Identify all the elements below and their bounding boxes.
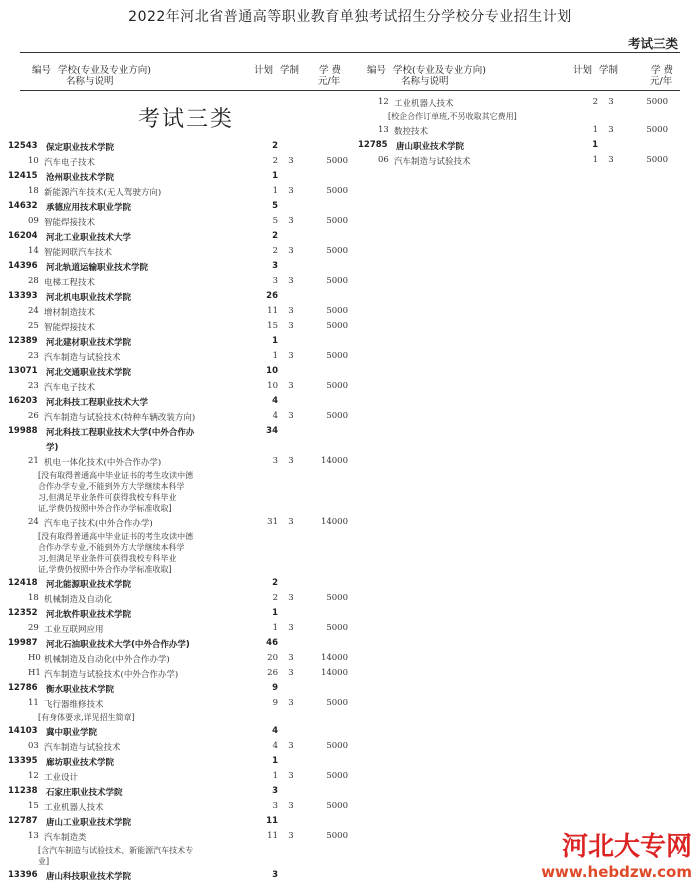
plan-count: 4	[272, 396, 278, 406]
row-code: 18	[28, 186, 39, 196]
major-row	[8, 455, 348, 470]
major-name: 机械制造及自动化(中外合作办学)	[44, 655, 170, 665]
major-row	[8, 592, 348, 607]
plan-count: 34	[266, 426, 278, 436]
plan-count: 2	[272, 246, 278, 256]
header-years: 学制	[599, 65, 619, 76]
study-years: 3	[288, 668, 294, 678]
plan-count: 26	[266, 291, 278, 301]
study-years: 3	[288, 216, 294, 226]
school-name: 保定职业技术学院	[46, 143, 115, 153]
major-name: 汽车制造与试验技术	[394, 157, 471, 167]
school-name: 河北轨道运输职业技术学院	[46, 263, 149, 273]
tuition-fee: 5000	[326, 771, 348, 781]
header-fee: 学 费	[319, 65, 342, 76]
plan-count: 3	[272, 261, 278, 271]
school-row	[8, 395, 348, 410]
header-fee: 学 费	[651, 65, 674, 76]
study-years: 3	[288, 186, 294, 196]
plan-count: 3	[272, 276, 278, 286]
study-years: 3	[608, 97, 614, 107]
major-row	[358, 154, 668, 169]
major-name: 飞行器维修技术	[44, 700, 104, 710]
major-row	[8, 320, 348, 335]
right-column	[358, 60, 683, 167]
school-name: 唐山工业职业技术学院	[46, 818, 132, 828]
row-code: 14103	[8, 726, 38, 736]
plan-count: 26	[267, 668, 278, 678]
row-code: 25	[28, 321, 39, 331]
major-name: 新能源汽车技术(无人驾驶方向)	[44, 188, 162, 198]
school-row	[8, 260, 348, 275]
major-name: 机电一体化技术(中外合作办学)	[44, 458, 162, 468]
tuition-fee: 14000	[320, 456, 348, 466]
school-name: 唐山科技职业技术学院	[46, 872, 132, 882]
header-fee-unit: 元/年	[650, 76, 673, 87]
plan-count: 1	[592, 140, 598, 150]
study-years: 3	[288, 411, 294, 421]
study-years: 3	[288, 246, 294, 256]
major-row	[8, 350, 348, 365]
plan-count: 3	[272, 870, 278, 880]
major-row	[8, 410, 348, 425]
school-name: 河北石油职业技术大学(中外合作办学)	[46, 640, 190, 650]
row-code: H1	[28, 668, 41, 678]
school-name: 河北机电职业技术学院	[46, 293, 132, 303]
header-rule	[20, 90, 680, 91]
school-row	[8, 230, 348, 245]
plan-count: 3	[272, 456, 278, 466]
plan-count: 4	[272, 726, 278, 736]
school-row	[8, 425, 348, 440]
plan-count: 2	[592, 97, 598, 107]
header-code: 编号	[32, 65, 52, 76]
header-name-sub: 名称与说明	[66, 76, 114, 87]
study-years: 3	[288, 741, 294, 751]
tuition-fee: 5000	[326, 186, 348, 196]
school-name: 冀中职业学院	[46, 728, 98, 738]
tuition-fee: 5000	[326, 306, 348, 316]
plan-count: 3	[272, 786, 278, 796]
header-name: 学校(专业及专业方向)	[58, 65, 151, 76]
school-row	[8, 200, 348, 215]
major-name: 汽车电子技术	[44, 158, 96, 168]
major-name: 工业互联网应用	[44, 625, 104, 635]
plan-count: 46	[266, 638, 278, 648]
row-code: 12787	[8, 816, 38, 826]
tuition-fee: 5000	[326, 741, 348, 751]
plan-count: 11	[267, 831, 278, 841]
tuition-fee: 5000	[326, 698, 348, 708]
plan-count: 3	[272, 801, 278, 811]
row-code: H0	[28, 653, 41, 663]
watermark	[541, 826, 692, 881]
plan-count: 1	[272, 608, 278, 618]
school-name: 廊坊职业技术学院	[46, 758, 115, 768]
row-code: 15	[28, 801, 39, 811]
study-years: 3	[608, 155, 614, 165]
plan-count: 1	[272, 186, 278, 196]
major-note	[38, 531, 218, 577]
school-row	[8, 682, 348, 697]
plan-count: 2	[272, 593, 278, 603]
major-row	[8, 275, 348, 290]
major-name: 电梯工程技术	[44, 278, 96, 288]
school-row	[8, 335, 348, 350]
major-row	[8, 185, 348, 200]
row-code: 24	[28, 306, 39, 316]
section-heading: 考试三类	[138, 107, 235, 132]
row-code: 09	[28, 216, 39, 226]
row-code: 23	[28, 381, 39, 391]
major-row	[8, 740, 348, 755]
major-row	[8, 667, 348, 682]
school-name: 唐山职业技术学院	[396, 142, 465, 152]
plan-count: 10	[267, 381, 278, 391]
row-code: 11238	[8, 786, 38, 796]
major-name: 工业机器人技术	[394, 99, 454, 109]
row-code: 12785	[358, 140, 388, 150]
tuition-fee: 14000	[320, 668, 348, 678]
tuition-fee: 5000	[326, 216, 348, 226]
tuition-fee: 14000	[320, 517, 348, 527]
major-row	[358, 124, 668, 139]
row-code: 13393	[8, 291, 38, 301]
note-line: 习,但满足毕业条件可获得我校专科毕业	[38, 493, 177, 502]
row-code: 21	[28, 456, 39, 466]
major-name: 工业设计	[44, 773, 79, 783]
plan-count: 2	[272, 156, 278, 166]
note-line: [没有取得普通高中毕业证书的考生攻读中德	[38, 471, 194, 480]
major-row	[8, 516, 348, 531]
major-name: 数控技术	[394, 127, 429, 137]
school-row	[8, 869, 348, 884]
tuition-fee: 5000	[326, 156, 348, 166]
major-name: 汽车制造类	[44, 833, 87, 843]
study-years: 3	[288, 698, 294, 708]
plan-count: 11	[266, 816, 278, 826]
plan-count: 15	[267, 321, 278, 331]
school-row	[8, 785, 348, 800]
tuition-fee: 5000	[326, 623, 348, 633]
school-name: 河北建材职业技术学院	[46, 338, 132, 348]
major-row	[8, 770, 348, 785]
plan-count: 9	[272, 683, 278, 693]
row-code: 10	[28, 156, 39, 166]
tuition-fee: 14000	[320, 653, 348, 663]
major-name: 智能焊接技术	[44, 323, 96, 333]
major-row	[8, 380, 348, 395]
plan-count: 31	[267, 517, 278, 527]
school-row	[8, 577, 348, 592]
row-code: 12389	[8, 336, 38, 346]
watermark-logo: 河北大专网	[561, 832, 692, 862]
header-name-sub: 名称与说明	[401, 76, 449, 87]
school-name: 河北科技工程职业技术大学(中外合作办	[46, 428, 195, 438]
note-line: 合作办学专业,不能到外方大学继续本科学	[38, 543, 185, 552]
study-years: 3	[608, 125, 614, 135]
study-years: 3	[288, 801, 294, 811]
row-code: 16203	[8, 396, 38, 406]
plan-count: 1	[272, 623, 278, 633]
row-code: 13396	[8, 870, 38, 880]
plan-count: 1	[592, 155, 598, 165]
school-row	[8, 290, 348, 305]
row-code: 13071	[8, 366, 38, 376]
row-code: 14632	[8, 201, 38, 211]
school-row	[8, 140, 348, 155]
school-row	[8, 725, 348, 740]
major-name: 汽车制造与试验技术(特种车辆改装方向)	[44, 413, 196, 423]
tuition-fee: 5000	[326, 246, 348, 256]
tuition-fee: 5000	[326, 593, 348, 603]
header-code: 编号	[367, 65, 387, 76]
category-label: 考试三类	[627, 36, 678, 51]
row-code: 24	[28, 517, 39, 527]
major-name: 汽车电子技术	[44, 383, 96, 393]
row-code: 23	[28, 351, 39, 361]
row-code: 19987	[8, 638, 38, 648]
school-name: 河北工业职业技术大学	[46, 233, 132, 243]
major-name: 机械制造及自动化	[44, 595, 113, 605]
row-code: 06	[378, 155, 389, 165]
major-note	[38, 712, 218, 725]
school-name: 衡水职业技术学院	[46, 685, 115, 695]
school-name: 沧州职业技术学院	[46, 173, 115, 183]
tuition-fee: 5000	[326, 351, 348, 361]
tuition-fee: 5000	[646, 155, 668, 165]
plan-count: 1	[272, 756, 278, 766]
column-headers-left	[28, 60, 348, 90]
major-row	[358, 96, 668, 111]
major-note	[38, 470, 218, 516]
plan-count: 2	[272, 231, 278, 241]
row-code: 13	[28, 831, 39, 841]
major-row	[8, 305, 348, 320]
note-line: [没有取得普通高中毕业证书的考生攻读中德	[38, 532, 194, 541]
school-name: 河北能源职业技术学院	[46, 580, 132, 590]
row-code: 26	[28, 411, 39, 421]
major-row	[8, 155, 348, 170]
row-code: 12415	[8, 171, 38, 181]
study-years: 3	[288, 321, 294, 331]
top-rule	[20, 52, 680, 53]
major-name: 智能焊接技术	[44, 218, 96, 228]
major-row	[8, 215, 348, 230]
row-code: 12786	[8, 683, 38, 693]
note-line: [有身体要求,详见招生简章]	[38, 713, 135, 722]
row-code: 03	[28, 741, 39, 751]
study-years: 3	[288, 771, 294, 781]
header-plan: 计划	[573, 65, 593, 76]
note-line: 证,学费仍按照中外合作办学标准收取]	[38, 565, 172, 574]
study-years: 3	[288, 653, 294, 663]
note-line: 业]	[38, 857, 50, 866]
note-line: 证,学费仍按照中外合作办学标准收取]	[38, 504, 172, 513]
plan-count: 1	[592, 125, 598, 135]
major-name: 增材制造技术	[44, 308, 96, 318]
school-row	[8, 637, 348, 652]
row-code: 12	[28, 771, 39, 781]
major-row	[8, 800, 348, 815]
plan-count: 20	[267, 653, 278, 663]
header-fee-unit: 元/年	[318, 76, 341, 87]
study-years: 3	[288, 517, 294, 527]
major-name: 汽车制造与试验技术	[44, 743, 121, 753]
note-line: [校企合作订单班,不另收取其它费用]	[388, 112, 517, 121]
major-name: 汽车制造与试验技术	[44, 353, 121, 363]
study-years: 3	[288, 381, 294, 391]
note-line: [含汽车制造与试验技术、新能源汽车技术专	[38, 846, 194, 855]
note-line: 合作办学专业,不能到外方大学继续本科学	[38, 482, 185, 491]
school-name: 河北交通职业技术学院	[46, 368, 132, 378]
school-row	[358, 139, 668, 154]
row-code: 19988	[8, 426, 38, 436]
school-name-continued	[8, 440, 348, 455]
plan-count: 9	[272, 698, 278, 708]
plan-count: 1	[272, 771, 278, 781]
column-headers-right	[363, 60, 683, 90]
study-years: 3	[288, 456, 294, 466]
plan-count: 1	[272, 171, 278, 181]
study-years: 3	[288, 306, 294, 316]
row-code: 12352	[8, 608, 38, 618]
major-note	[388, 111, 568, 124]
row-code: 12418	[8, 578, 38, 588]
school-row	[8, 607, 348, 622]
study-years: 3	[288, 623, 294, 633]
plan-count: 4	[272, 741, 278, 751]
school-name: 承德应用技术职业学院	[46, 203, 132, 213]
school-name: 河北科技工程职业技术大学	[46, 398, 149, 408]
plan-count: 1	[272, 351, 278, 361]
row-code: 16204	[8, 231, 38, 241]
school-name: 石家庄职业技术学院	[46, 788, 123, 798]
major-name: 工业机器人技术	[44, 803, 104, 813]
major-row	[8, 652, 348, 667]
study-years: 3	[288, 831, 294, 841]
row-code: 14	[28, 246, 39, 256]
major-row	[8, 697, 348, 712]
school-name: 河北软件职业技术学院	[46, 610, 132, 620]
row-code: 13395	[8, 756, 38, 766]
row-code: 14396	[8, 261, 38, 271]
school-name-cont: 学)	[46, 443, 59, 453]
row-code: 18	[28, 593, 39, 603]
header-name: 学校(专业及专业方向)	[393, 65, 486, 76]
plan-count: 2	[272, 141, 278, 151]
plan-count: 10	[266, 366, 278, 376]
plan-count: 5	[272, 201, 278, 211]
plan-count: 2	[272, 578, 278, 588]
major-name: 汽车制造与试验技术(中外合作办学)	[44, 670, 179, 680]
major-row	[8, 622, 348, 637]
row-code: 29	[28, 623, 39, 633]
major-name: 智能网联汽车技术	[44, 248, 113, 258]
plan-count: 5	[272, 216, 278, 226]
header-years: 学制	[280, 65, 300, 76]
plan-count: 11	[267, 306, 278, 316]
row-code: 11	[28, 698, 39, 708]
school-row	[8, 365, 348, 380]
school-row	[8, 815, 348, 830]
school-row	[8, 170, 348, 185]
study-years: 3	[288, 156, 294, 166]
row-code: 12	[378, 97, 389, 107]
major-name: 汽车电子技术(中外合作办学)	[44, 519, 153, 529]
row-code: 12543	[8, 141, 38, 151]
major-row	[8, 830, 348, 845]
school-row	[8, 755, 348, 770]
tuition-fee: 5000	[326, 321, 348, 331]
tuition-fee: 5000	[326, 381, 348, 391]
left-rows	[8, 140, 348, 884]
plan-count: 4	[272, 411, 278, 421]
left-column	[8, 60, 348, 882]
major-note	[38, 845, 218, 869]
header-plan: 计划	[254, 65, 274, 76]
study-years: 3	[288, 593, 294, 603]
row-code: 13	[378, 125, 389, 135]
plan-count: 1	[272, 336, 278, 346]
right-rows	[358, 96, 668, 169]
row-code: 28	[28, 276, 39, 286]
tuition-fee: 5000	[646, 125, 668, 135]
study-years: 3	[288, 276, 294, 286]
watermark-url: www.hebdzw.com	[541, 863, 692, 881]
tuition-fee: 5000	[326, 801, 348, 811]
note-line: 习,但满足毕业条件可获得我校专科毕业	[38, 554, 177, 563]
major-row	[8, 245, 348, 260]
tuition-fee: 5000	[326, 831, 348, 841]
study-years: 3	[288, 351, 294, 361]
tuition-fee: 5000	[646, 97, 668, 107]
tuition-fee: 5000	[326, 411, 348, 421]
page-title: 2022年河北省普通高等职业教育单独考试招生分学校分专业招生计划	[128, 9, 572, 25]
tuition-fee: 5000	[326, 276, 348, 286]
